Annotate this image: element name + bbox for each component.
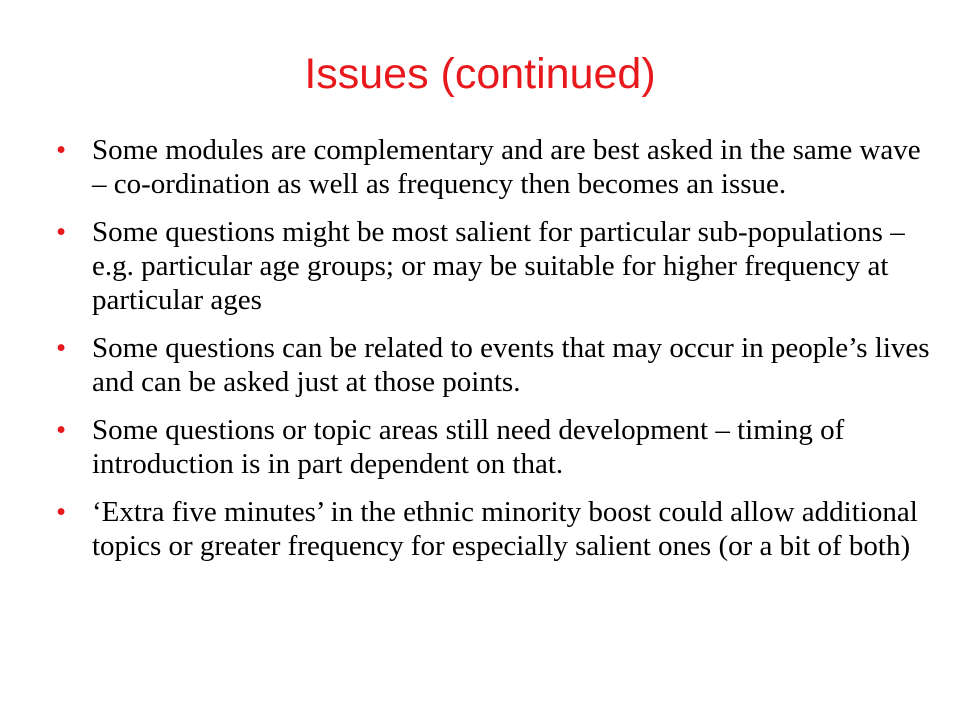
- bullet-list: [56, 133, 936, 577]
- list-item: [56, 413, 936, 481]
- bullet-icon: •: [56, 134, 67, 166]
- bullet-text: Some questions might be most salient for particular sub-populations – e.g. particular age groups; or may be suitable for higher frequency at particular ages: [92, 216, 905, 316]
- bullet-text: Some questions or topic areas still need development – timing of introduction is in part dependent on that.: [92, 414, 845, 480]
- bullet-text: Some questions can be related to events that may occur in people’s lives and can be asked just at those points.: [92, 332, 930, 398]
- bullet-text: ‘Extra five minutes’ in the ethnic minority boost could allow additional topics or greater frequency for especially salient ones (or a bit of both): [92, 496, 918, 562]
- bullet-icon: •: [56, 332, 67, 364]
- list-item: [56, 495, 936, 563]
- bullet-icon: •: [56, 414, 67, 446]
- slide-title: Issues (continued): [304, 50, 656, 98]
- bullet-text: Some modules are complementary and are best asked in the same wave – co-ordination as well as frequency then becomes an issue.: [92, 134, 921, 200]
- bullet-icon: •: [56, 496, 67, 528]
- list-item: [56, 215, 936, 317]
- list-item: [56, 331, 936, 399]
- list-item: [56, 133, 936, 201]
- bullet-icon: •: [56, 216, 67, 248]
